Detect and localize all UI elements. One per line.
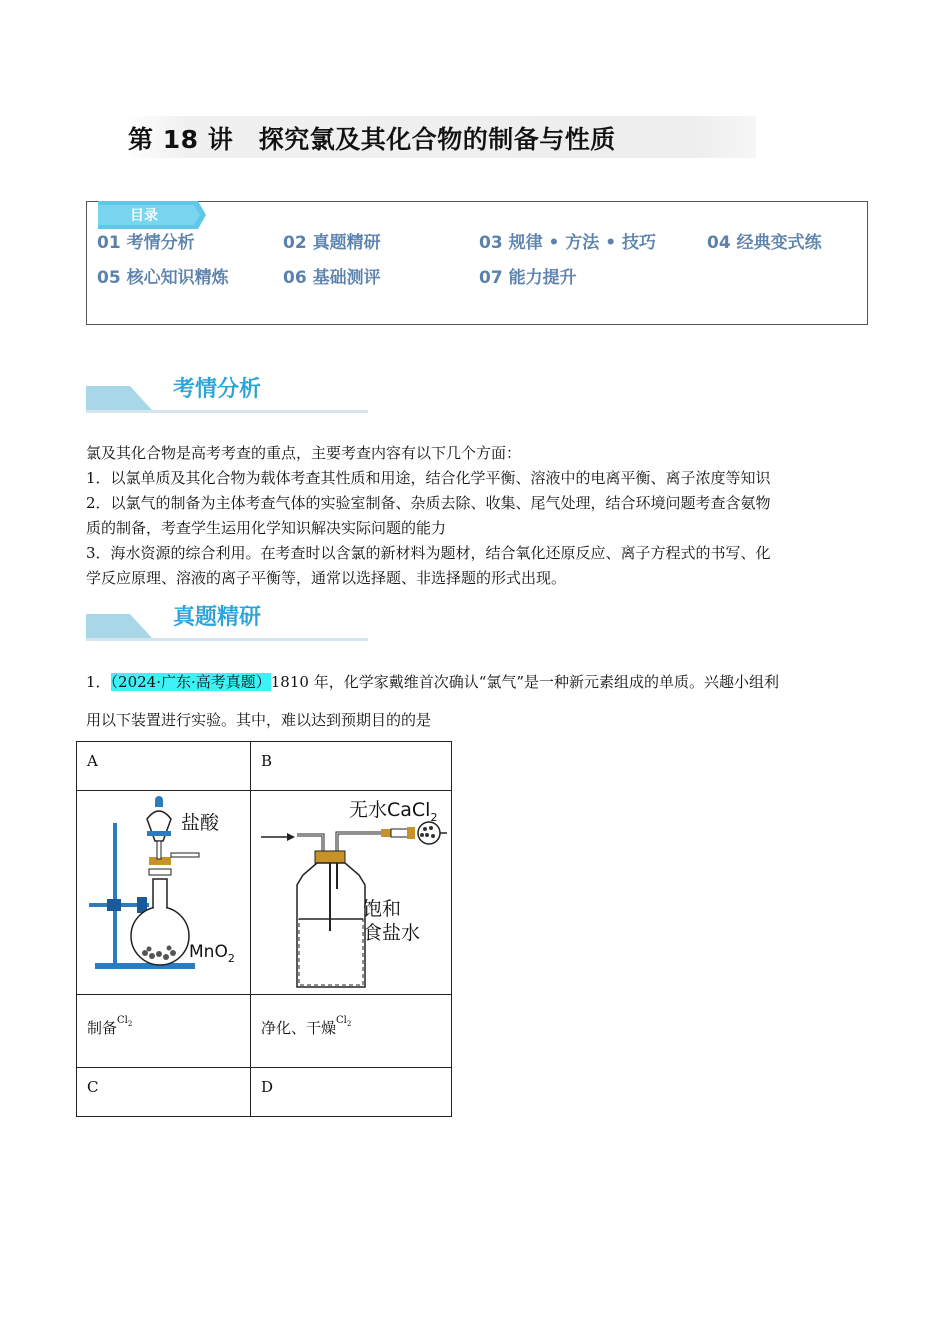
formula-cl2: Cl (117, 1015, 128, 1026)
caption-a-cell: 制备$^{Cl_2}$ (77, 995, 251, 1068)
option-label-b[interactable]: B (251, 742, 452, 791)
caption-b-cell: 净化、干燥$^{Cl_2}$ (251, 995, 452, 1068)
question-number: 1． (86, 673, 111, 691)
figure-b-cell (251, 791, 452, 995)
analysis-line: 3．海水资源的综合利用。在考查时以含氯的新材料为题材，结合氧化还原反应、离子方程式的书写、化 (86, 544, 771, 562)
toc-item-2[interactable]: 02 真题精研 (283, 233, 381, 253)
option-label-c[interactable]: C (77, 1068, 251, 1117)
caption-a: 制备 (87, 1019, 118, 1037)
analysis-text (86, 441, 866, 591)
figure-a-cell (77, 791, 251, 995)
label-brine: 食盐水 (363, 922, 421, 944)
toc-item-7[interactable]: 07 能力提升 (479, 268, 577, 288)
chlorine-generator-apparatus (77, 791, 250, 990)
section-title-real-exams: 真题精研 (173, 605, 262, 630)
page-title: 第 18 讲 探究氯及其化合物的制备与性质 (128, 125, 616, 154)
option-label-d[interactable]: D (251, 1068, 452, 1117)
toc-item-1[interactable]: 01 考情分析 (97, 233, 195, 253)
purify-dry-apparatus (251, 791, 451, 990)
analysis-line: 2．以氯气的制备为主体考查气体的实验室制备、杂质去除、收集、尾气处理，结合环境问题考查含氨物 (86, 494, 771, 512)
question-stem-line2: 用以下装置进行实验。其中，难以达到预期目的的是 (86, 711, 432, 729)
svg-text:MnO2: MnO$_2$ (189, 942, 235, 965)
label-drying-agent: 无水CaCl (349, 799, 431, 821)
section-title-analysis: 考情分析 (173, 377, 262, 402)
analysis-line: 1．以氯单质及其化合物为载体考查其性质和用途，结合化学平衡、溶液中的电离平衡、离子浓度等知识 (86, 469, 771, 487)
question-text (86, 668, 866, 696)
label-saturated: 饱和 (363, 898, 402, 920)
toc-item-3[interactable]: 03 规律 • 方法 • 技巧 (479, 233, 656, 253)
caption-b: 净化、干燥 (261, 1019, 337, 1037)
analysis-line: 氯及其化合物是高考考查的重点，主要考查内容有以下几个方面： (86, 444, 522, 462)
label-acid: 盐酸 (181, 812, 220, 834)
formula-cl2: Cl (336, 1015, 347, 1026)
option-label-a[interactable]: A (77, 742, 251, 791)
question-stem: 1810 年，化学家戴维首次确认“氯气”是一种新元素组成的单质。兴趣小组利 (270, 673, 780, 691)
toc-tab-label: 目录 (130, 208, 158, 224)
options-table (76, 741, 452, 1117)
toc-item-4[interactable]: 04 经典变式练 (707, 233, 822, 253)
label-mno2: MnO (189, 942, 228, 962)
analysis-line: 学反应原理、溶液的离子平衡等，通常以选择题、非选择题的形式出现。 (86, 569, 567, 587)
analysis-line: 质的制备，考查学生运用化学知识解决实际问题的能力 (86, 519, 447, 537)
svg-text:无水CaCl2: 无水CaCl$_2$ (349, 799, 438, 824)
toc-item-5[interactable]: 05 核心知识精炼 (97, 268, 229, 288)
toc-item-6[interactable]: 06 基础测评 (283, 268, 381, 288)
question-source-badge: （2024·广东·高考真题） (110, 673, 271, 691)
